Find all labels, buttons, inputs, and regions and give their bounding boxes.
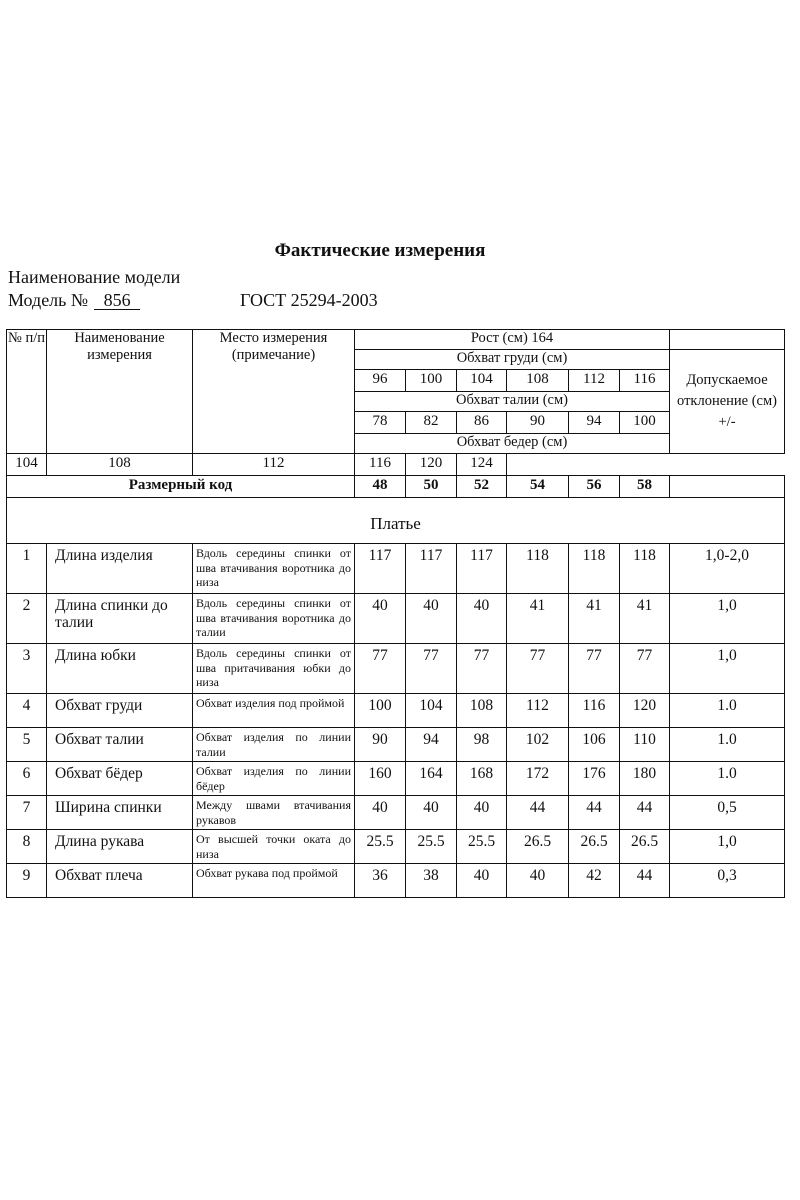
- header-chest: Обхват груди (см): [355, 350, 670, 370]
- model-name-label: Наименование модели: [8, 267, 181, 287]
- measurement-value: 38: [406, 864, 457, 898]
- measurement-value: 118: [569, 544, 620, 594]
- model-number-label: Модель №: [8, 290, 89, 310]
- header-tolerance: Допускаемое отклонение (см) +/-: [670, 350, 785, 454]
- measurement-value: 90: [355, 728, 406, 762]
- measurements-table: [6, 329, 785, 898]
- header-height: Рост (см) 164: [355, 330, 670, 350]
- row-number: 6: [7, 762, 47, 796]
- header-name: Наименование измерения: [47, 330, 193, 454]
- chest-value-cell: 100: [406, 370, 457, 392]
- measurement-place: Вдоль середины спинки от шва притачивания юбки до низа: [193, 644, 355, 694]
- header-num: № п/п: [7, 330, 47, 454]
- measurement-value: 110: [620, 728, 670, 762]
- measurement-place: Вдоль середины спинки от шва втачивания воротника до талии: [193, 594, 355, 644]
- measurement-value: 94: [406, 728, 457, 762]
- measurement-value: 118: [507, 544, 569, 594]
- measurement-value: 98: [457, 728, 507, 762]
- chest-value-cell: 108: [507, 370, 569, 392]
- waist-value-cell: 78: [355, 412, 406, 434]
- table-row: [7, 864, 785, 898]
- row-number: 8: [7, 830, 47, 864]
- header-place: Место измерения (примечание): [193, 330, 355, 454]
- measurement-value: 108: [457, 694, 507, 728]
- tolerance-value: 1,0: [670, 644, 785, 694]
- measurement-place: Обхват изделия по линии бёдер: [193, 762, 355, 796]
- header-spacer: [670, 330, 785, 350]
- measurement-name: Обхват бёдер: [47, 762, 193, 796]
- model-number: 856: [94, 291, 140, 310]
- measurement-place: Обхват изделия под проймой: [193, 694, 355, 728]
- measurement-value: 40: [457, 594, 507, 644]
- measurement-value: 117: [355, 544, 406, 594]
- size-code-cell: 52: [457, 476, 507, 498]
- size-code-cell: 56: [569, 476, 620, 498]
- measurement-value: 77: [406, 644, 457, 694]
- measurement-name: Обхват груди: [47, 694, 193, 728]
- measurement-value: 77: [569, 644, 620, 694]
- header-hips: Обхват бедер (см): [355, 434, 670, 454]
- header-waist: Обхват талии (см): [355, 392, 670, 412]
- measurement-name: Длина юбки: [47, 644, 193, 694]
- measurement-value: 117: [457, 544, 507, 594]
- hip-value-cell: 112: [193, 454, 355, 476]
- tolerance-value: 1,0-2,0: [670, 544, 785, 594]
- hip-value-cell: 108: [47, 454, 193, 476]
- measurement-value: 106: [569, 728, 620, 762]
- measurement-value: 40: [507, 864, 569, 898]
- tolerance-value: 1,0: [670, 594, 785, 644]
- measurement-value: 117: [406, 544, 457, 594]
- table-row: [7, 694, 785, 728]
- row-number: 4: [7, 694, 47, 728]
- table-row: [7, 728, 785, 762]
- table-row: [7, 762, 785, 796]
- measurement-name: Длина спинки до талии: [47, 594, 193, 644]
- measurement-value: 25.5: [355, 830, 406, 864]
- measurement-place: Обхват рукава под проймой: [193, 864, 355, 898]
- waist-value-cell: 94: [569, 412, 620, 434]
- measurement-value: 25.5: [457, 830, 507, 864]
- row-number: 5: [7, 728, 47, 762]
- measurement-value: 120: [620, 694, 670, 728]
- tolerance-value: 0,3: [670, 864, 785, 898]
- measurement-value: 116: [569, 694, 620, 728]
- tolerance-value: 1.0: [670, 762, 785, 796]
- measurement-value: 160: [355, 762, 406, 796]
- gost-standard: ГОСТ 25294-2003: [240, 290, 378, 310]
- measurement-value: 26.5: [620, 830, 670, 864]
- measurement-value: 26.5: [507, 830, 569, 864]
- size-code-label: Размерный код: [7, 476, 355, 498]
- measurement-value: 25.5: [406, 830, 457, 864]
- hip-value-cell: 104: [7, 454, 47, 476]
- chest-value-cell: 116: [620, 370, 670, 392]
- measurement-place: От высшей точки оката до низа: [193, 830, 355, 864]
- size-code-cell: 58: [620, 476, 670, 498]
- measurement-value: 168: [457, 762, 507, 796]
- measurement-value: 40: [355, 594, 406, 644]
- measurement-value: 41: [620, 594, 670, 644]
- row-number: 9: [7, 864, 47, 898]
- measurement-value: 172: [507, 762, 569, 796]
- measurement-value: 176: [569, 762, 620, 796]
- measurement-value: 26.5: [569, 830, 620, 864]
- waist-value-cell: 90: [507, 412, 569, 434]
- measurement-value: 40: [457, 796, 507, 830]
- chest-value-cell: 112: [569, 370, 620, 392]
- measurement-value: 44: [507, 796, 569, 830]
- waist-value-cell: 100: [620, 412, 670, 434]
- table-row: [7, 796, 785, 830]
- tolerance-value: 1,0: [670, 830, 785, 864]
- measurement-place: Обхват изделия по линии талии: [193, 728, 355, 762]
- measurement-value: 40: [406, 594, 457, 644]
- table-row: [7, 830, 785, 864]
- hip-values-row: [7, 454, 785, 476]
- measurement-name: Длина изделия: [47, 544, 193, 594]
- size-code-row: [7, 476, 785, 498]
- measurement-value: 41: [569, 594, 620, 644]
- hip-value-cell: 124: [457, 454, 507, 476]
- measurement-value: 77: [620, 644, 670, 694]
- measurement-value: 36: [355, 864, 406, 898]
- hip-value-cell: 120: [406, 454, 457, 476]
- table-row: [7, 644, 785, 694]
- measurement-place: Вдоль середины спинки от шва втачивания воротника до низа: [193, 544, 355, 594]
- chest-value-cell: 104: [457, 370, 507, 392]
- measurement-value: 44: [620, 864, 670, 898]
- measurement-value: 164: [406, 762, 457, 796]
- size-code-cell: 50: [406, 476, 457, 498]
- measurement-value: 40: [406, 796, 457, 830]
- model-number-line: [8, 290, 140, 311]
- measurement-name: Обхват талии: [47, 728, 193, 762]
- measurement-value: 112: [507, 694, 569, 728]
- tolerance-value: 1.0: [670, 728, 785, 762]
- waist-value-cell: 86: [457, 412, 507, 434]
- measurement-value: 100: [355, 694, 406, 728]
- measurement-place: Между швами втачивания рукавов: [193, 796, 355, 830]
- row-number: 1: [7, 544, 47, 594]
- measurement-value: 102: [507, 728, 569, 762]
- measurement-value: 42: [569, 864, 620, 898]
- measurement-value: 40: [355, 796, 406, 830]
- measurement-value: 77: [457, 644, 507, 694]
- size-code-cell: 54: [507, 476, 569, 498]
- measurement-value: 118: [620, 544, 670, 594]
- measurement-value: 180: [620, 762, 670, 796]
- measurement-value: 41: [507, 594, 569, 644]
- size-code-cell: 48: [355, 476, 406, 498]
- chest-value-cell: 96: [355, 370, 406, 392]
- tolerance-value: 0,5: [670, 796, 785, 830]
- table-row: [7, 544, 785, 594]
- measurement-name: Ширина спинки: [47, 796, 193, 830]
- measurement-value: 77: [507, 644, 569, 694]
- measurement-rows: [7, 544, 785, 898]
- section-title: Платье: [7, 498, 785, 544]
- row-number: 3: [7, 644, 47, 694]
- measurement-value: 44: [569, 796, 620, 830]
- measurement-name: Обхват плеча: [47, 864, 193, 898]
- measurement-value: 104: [406, 694, 457, 728]
- waist-value-cell: 82: [406, 412, 457, 434]
- measurement-name: Длина рукава: [47, 830, 193, 864]
- hip-value-cell: 116: [355, 454, 406, 476]
- row-number: 7: [7, 796, 47, 830]
- measurement-value: 40: [457, 864, 507, 898]
- size-code-tolerance-cell: [670, 476, 785, 498]
- measurement-value: 77: [355, 644, 406, 694]
- table-row: [7, 594, 785, 644]
- row-number: 2: [7, 594, 47, 644]
- page-title: Фактические измерения: [274, 240, 486, 261]
- tolerance-value: 1.0: [670, 694, 785, 728]
- measurement-value: 44: [620, 796, 670, 830]
